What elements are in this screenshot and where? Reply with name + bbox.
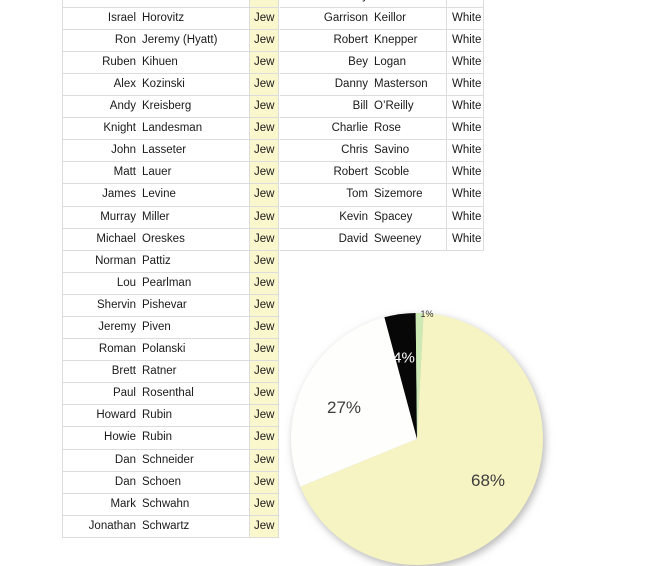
table-row (63, 383, 279, 405)
first-name-cell[interactable]: Bey (348, 55, 368, 68)
table-row (280, 30, 484, 52)
table-row (280, 184, 484, 206)
table-row (280, 162, 484, 184)
ethnicity-cell[interactable]: White (446, 30, 484, 51)
last-name-cell[interactable]: Landesman (142, 122, 203, 135)
table-row (280, 229, 484, 251)
first-name-cell[interactable]: Andy (109, 100, 136, 113)
ethnicity-cell[interactable]: Jew (249, 383, 279, 404)
first-name-cell[interactable]: Paul (112, 387, 136, 400)
last-name-cell[interactable]: Miller (142, 210, 170, 223)
last-name-cell[interactable]: Lauer (142, 166, 172, 179)
ethnicity-cell[interactable]: Jew (249, 140, 279, 161)
table-row (63, 229, 279, 251)
ethnicity-cell[interactable] (446, 0, 484, 7)
last-name-cell[interactable]: Piven (142, 321, 171, 334)
last-name-cell[interactable]: Horovitz (142, 11, 185, 24)
table-row (63, 52, 279, 74)
last-name-cell[interactable]: Kihuen (142, 55, 178, 68)
last-name-cell[interactable]: Kozinski (142, 77, 185, 90)
first-name-cell[interactable]: Chris (341, 144, 368, 157)
last-name-cell[interactable]: Rose (374, 122, 401, 135)
last-name-cell[interactable]: Pishevar (142, 298, 187, 311)
ethnicity-cell[interactable]: White (446, 52, 484, 73)
ethnicity-cell[interactable]: White (446, 118, 484, 139)
first-name-cell[interactable]: Dan (114, 453, 136, 466)
table-row (63, 184, 279, 206)
first-name-cell[interactable]: Lou (116, 276, 136, 289)
ethnicity-cell[interactable]: Jew (249, 96, 279, 117)
last-name-cell[interactable]: Schoen (142, 475, 182, 488)
ethnicity-cell[interactable]: White (446, 74, 484, 95)
ethnicity-cell[interactable]: White (446, 96, 484, 117)
table-row (280, 52, 484, 74)
first-name-cell[interactable]: Dan (114, 475, 136, 488)
table-row (280, 118, 484, 140)
table-row (63, 516, 279, 538)
last-name-cell[interactable]: Scoble (374, 166, 410, 179)
ethnicity-cell[interactable]: White (446, 207, 484, 228)
ethnicity-cell[interactable]: Jew (249, 30, 279, 51)
pie-slice-label-68: 68% (470, 471, 506, 490)
first-name-cell[interactable]: Mark (110, 497, 136, 510)
first-name-cell[interactable] (280, 0, 368, 7)
table-row (63, 251, 279, 273)
first-name-cell[interactable]: David (338, 232, 368, 245)
last-name-cell[interactable]: Ratner (142, 365, 177, 378)
last-name-cell[interactable]: Keillor (374, 11, 406, 24)
ethnicity-cell[interactable]: White (446, 8, 484, 29)
first-name-cell[interactable] (63, 0, 136, 7)
first-name-cell[interactable]: Michael (96, 232, 136, 245)
table-row (63, 405, 279, 427)
last-name-cell[interactable]: Logan (374, 55, 406, 68)
last-name-cell[interactable]: O’Reilly (374, 100, 414, 113)
last-name-cell[interactable]: Savino (374, 144, 410, 157)
ethnicity-cell[interactable]: Jew (249, 251, 279, 272)
last-name-cell[interactable]: Polanski (142, 343, 186, 356)
last-name-cell[interactable]: Sizemore (374, 188, 423, 201)
first-name-cell[interactable]: Alex (113, 77, 136, 90)
first-name-cell[interactable]: Garrison (323, 11, 368, 24)
last-name-cell[interactable]: Rosenthal (142, 387, 194, 400)
ethnicity-cell[interactable]: Jew (249, 339, 279, 360)
table-row (280, 96, 484, 118)
table-row (63, 273, 279, 295)
table-row (63, 74, 279, 96)
first-name-cell[interactable]: Murray (100, 210, 136, 223)
first-name-cell[interactable]: Matt (113, 166, 136, 179)
first-name-cell[interactable]: Shervin (97, 298, 136, 311)
ethnicity-cell[interactable]: Jew (249, 317, 279, 338)
table-row (63, 30, 279, 52)
first-name-cell[interactable]: Tom (346, 188, 368, 201)
table-row (63, 361, 279, 383)
last-name-cell[interactable]: Masterson (374, 77, 428, 90)
ethnicity-cell[interactable]: Jew (249, 8, 279, 29)
table-row (63, 207, 279, 229)
table-row (63, 494, 279, 516)
last-name-cell[interactable]: Schwahn (142, 497, 190, 510)
last-name-cell[interactable]: Spacey (374, 210, 413, 223)
first-name-cell[interactable]: Danny (334, 77, 368, 90)
ethnicity-cell[interactable]: Jew (249, 295, 279, 316)
last-name-cell[interactable]: Sweeney (374, 232, 422, 245)
pie-slice-label-1: 1% (420, 309, 434, 319)
first-name-cell[interactable]: Knight (103, 122, 136, 135)
table-row (280, 0, 484, 8)
first-name-cell[interactable]: Jonathan (88, 519, 136, 532)
ethnicity-cell[interactable]: White (446, 140, 484, 161)
table-row (63, 140, 279, 162)
last-name-cell[interactable]: Jeremy (Hyatt) (142, 33, 218, 46)
ethnicity-cell[interactable]: Jew (249, 361, 279, 382)
table-row (63, 339, 279, 361)
table-row (63, 96, 279, 118)
ethnicity-cell[interactable]: White (446, 229, 484, 250)
first-name-cell[interactable]: John (111, 144, 136, 157)
last-name-cell[interactable]: Knepper (374, 33, 418, 46)
table-row (63, 317, 279, 339)
table-row (280, 207, 484, 229)
first-name-cell[interactable]: James (102, 188, 136, 201)
table-row (63, 162, 279, 184)
ethnicity-cell[interactable]: Jew (249, 74, 279, 95)
table-row (63, 0, 279, 8)
ethnicity-cell[interactable]: Jew (249, 450, 279, 471)
first-name-cell[interactable]: Ron (114, 33, 136, 46)
table-row (63, 427, 279, 449)
white-list-table (280, 0, 484, 251)
ethnicity-cell[interactable]: Jew (249, 52, 279, 73)
last-name-cell[interactable] (136, 0, 249, 7)
table-row (63, 295, 279, 317)
first-name-cell[interactable]: Roman (98, 343, 136, 356)
pie-slice-label-27: 27% (326, 398, 362, 417)
ethnicity-cell[interactable]: Jew (249, 405, 279, 426)
first-name-cell[interactable]: Jeremy (98, 321, 136, 334)
ethnicity-cell[interactable]: White (446, 162, 484, 183)
last-name-cell[interactable]: Rubin (142, 431, 173, 444)
table-row (280, 8, 484, 30)
last-name-cell[interactable]: Schwartz (142, 519, 190, 532)
last-name-cell[interactable]: Schneider (142, 453, 194, 466)
ethnicity-cell[interactable]: Jew (249, 472, 279, 493)
first-name-cell[interactable]: Charlie (331, 122, 368, 135)
ethnicity-cell[interactable]: Jew (249, 427, 279, 448)
last-name-cell[interactable]: Pattiz (142, 254, 171, 267)
ethnicity-pie-chart[interactable] (290, 312, 544, 566)
last-name-cell[interactable] (368, 0, 446, 7)
last-name-cell[interactable]: Pearlman (142, 276, 192, 289)
table-row (63, 8, 279, 30)
last-name-cell[interactable]: Lasseter (142, 144, 187, 157)
ethnicity-cell[interactable]: White (446, 184, 484, 205)
first-name-cell[interactable]: Howard (96, 409, 136, 422)
ethnicity-cell[interactable]: Jew (249, 516, 279, 537)
last-name-cell[interactable]: Oreskes (142, 232, 185, 245)
last-name-cell[interactable]: Rubin (142, 409, 173, 422)
ethnicity-cell[interactable]: Jew (249, 229, 279, 250)
first-name-cell[interactable]: Bill (352, 100, 368, 113)
last-name-cell[interactable]: Levine (142, 188, 176, 201)
ethnicity-cell[interactable]: Jew (249, 184, 279, 205)
first-name-cell[interactable]: Norman (95, 254, 136, 267)
table-row (63, 118, 279, 140)
ethnicity-cell[interactable]: Jew (249, 162, 279, 183)
table-row (280, 74, 484, 96)
first-name-cell[interactable]: Kevin (339, 210, 368, 223)
table-row (280, 140, 484, 162)
first-name-cell[interactable]: Brett (111, 365, 136, 378)
first-name-cell[interactable]: Ruben (102, 55, 136, 68)
ethnicity-cell[interactable]: Jew (249, 207, 279, 228)
first-name-cell[interactable]: Robert (333, 166, 368, 179)
last-name-cell[interactable]: Kreisberg (142, 100, 192, 113)
table-row (63, 472, 279, 494)
pie-slice-label-4: 4% (393, 349, 415, 367)
first-name-cell[interactable]: Robert (333, 33, 368, 46)
ethnicity-cell[interactable] (249, 0, 279, 7)
table-row (63, 450, 279, 472)
ethnicity-cell[interactable]: Jew (249, 118, 279, 139)
ethnicity-cell[interactable]: Jew (249, 494, 279, 515)
first-name-cell[interactable]: Howie (104, 431, 136, 444)
first-name-cell[interactable]: Israel (107, 11, 136, 24)
ethnicity-cell[interactable]: Jew (249, 273, 279, 294)
jew-list-table (62, 0, 279, 538)
